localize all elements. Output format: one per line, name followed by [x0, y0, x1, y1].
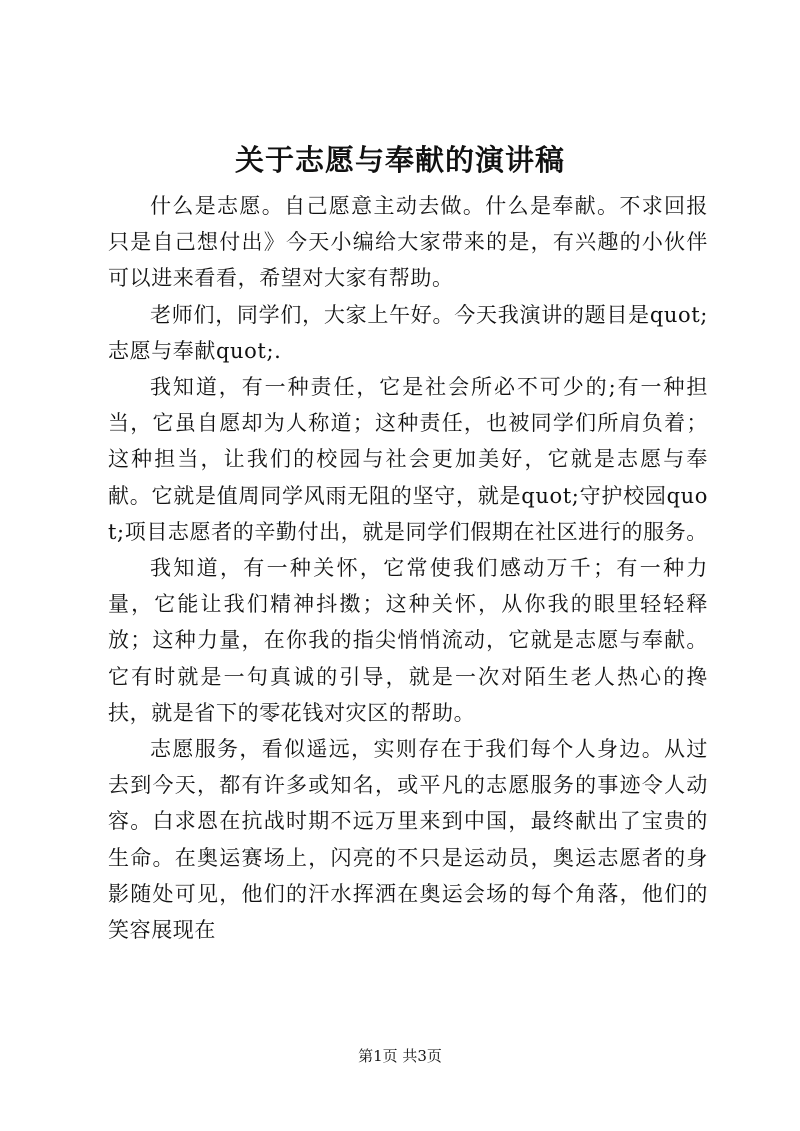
paragraph-2: 老师们，同学们，大家上午好。今天我演讲的题目是quot;志愿与奉献quot;. [108, 302, 708, 363]
document-title: 关于志愿与奉献的演讲稿 [234, 143, 565, 177]
paragraph-1: 什么是志愿。自己愿意主动去做。什么是奉献。不求回报只是自己想付出》今天小编给大家带来的是，有兴趣的小伙伴可以进来看看，希望对大家有帮助。 [108, 194, 708, 291]
paragraph-4: 我知道，有一种关怀，它常使我们感动万千；有一种力量，它能让我们精神抖擞；这种关怀，从你我的眼里轻轻释放；这种力量，在你我的指尖悄悄流动，它就是志愿与奉献。它有时就是一句真诚的引导，就是一次对陌生老人热心的搀扶，就是省下的零花钱对灾区的帮助。 [108, 556, 708, 725]
paragraph-5: 志愿服务，看似遥远，实则存在于我们每个人身边。从过去到今天，都有许多或知名，或平凡的志愿服务的事迹令人动容。白求恩在抗战时期不远万里来到中国，最终献出了宝贵的生命。在奥运赛场上，闪亮的不只是运动员，奥运志愿者的身影随处可见，他们的汗水挥洒在奥运会场的每个角落，他们的笑容展现在 [108, 737, 708, 943]
page-footer: 第1页 共3页 [358, 1047, 442, 1065]
document-body [108, 188, 708, 948]
paragraph-3: 我知道，有一种责任，它是社会所必不可少的;有一种担当，它虽自愿却为人称道；这种责任，也被同学们所肩负着；这种担当，让我们的校园与社会更加美好，它就是志愿与奉献。它就是值周同学风雨无阻的坚守，就是quot;守护校园quot;项目志愿者的辛勤付出，就是同学们假期在社区进行的服务。 [108, 375, 708, 544]
